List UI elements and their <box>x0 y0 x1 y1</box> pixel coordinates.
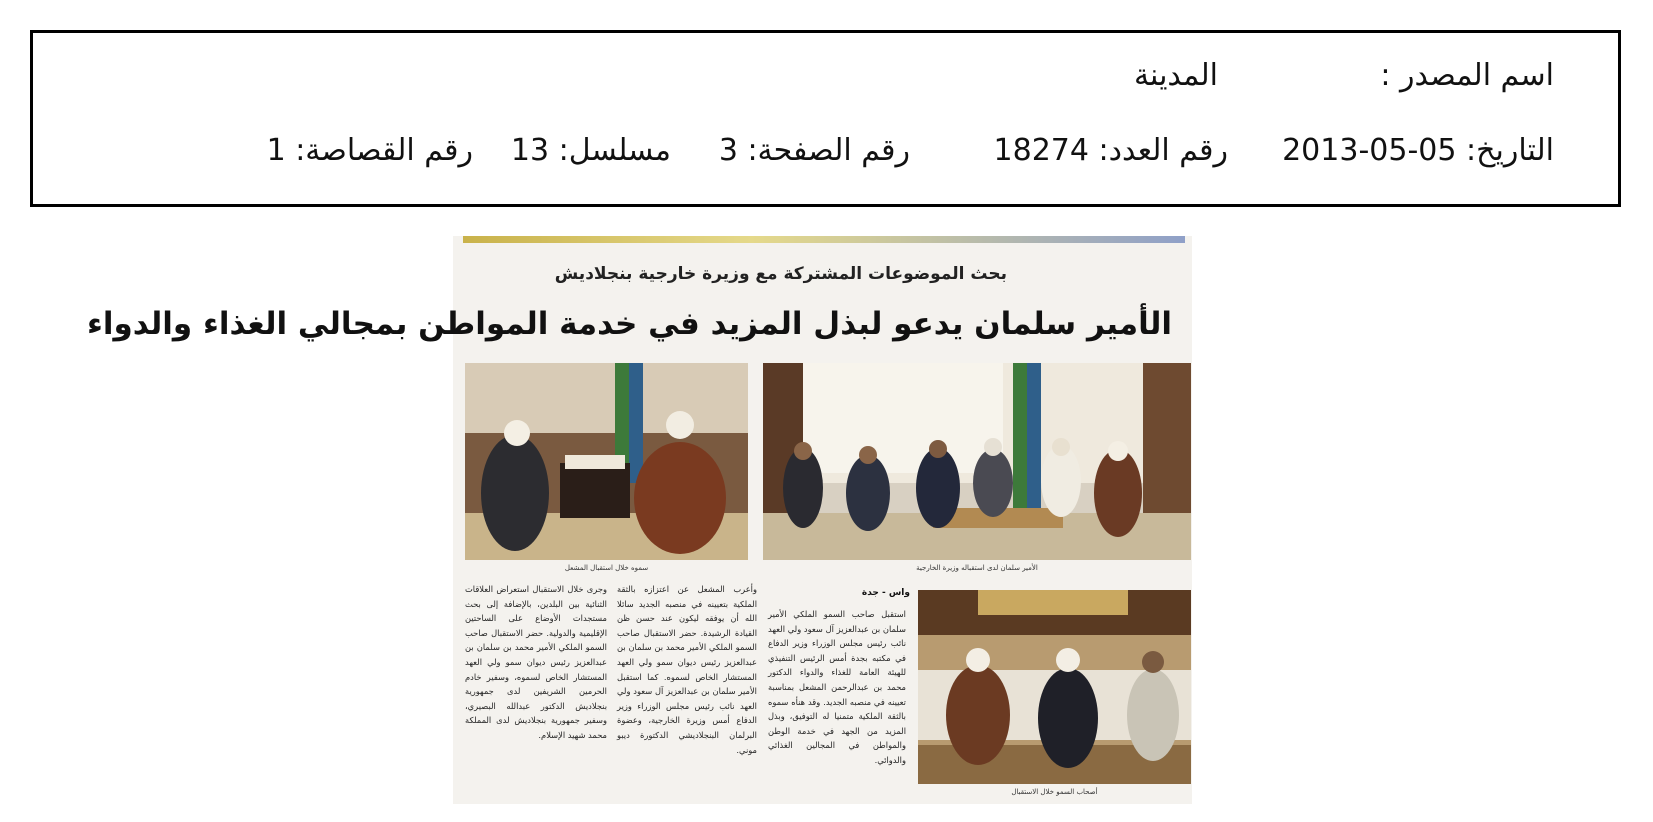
article-column-1: استقبل صاحب السمو الملكي الأمير سلمان بن عبدالعزيز آل سعود ولي العهد نائب رئيس مجلس الوزراء وزير الدفاع في مكتبه بجدة أمس الرئيس التنفيذي للهيئة العامة للغذاء والدواء الدكتور محمد بن عبدالرحمن المشعل بمناسبة تعيينه في منصبه الجديد. وقد هنأه سموه بالثقة الملكية متمنيا له التوفيق، وبذل المزيد من الجهد في خدمة الوطن والمواطن في المجالين الغذائي والدوائي. <box>768 609 906 765</box>
article-column-3: وجرى خلال الاستقبال استعراض العلاقات الثنائية بين البلدين، بالإضافة إلى بحث مستجدات الأوضاع على الساحتين الإقليمية والدولية. حضر الاستقبال صاحب السمو الملكي الأمير محمد بن سلمان بن عبدالعزيز رئيس ديوان سمو ولي العهد المستشار الخاص لسموه، وسفير خادم الحرمين الشريفين لدى جمهورية بنجلاديش الدكتور عبدالله البصيري، وسفير جمهورية بنجلاديش لدى المملكة محمد شهيد الإسلام. <box>465 584 607 740</box>
article-column-2: وأعرب المشعل عن اعتزازه بالثقة الملكية بتعيينه في منصبه الجديد سائلا الله أن يوفقه ليكون عند حسن ظن القيادة الرشيدة. حضر الاستقبال صاحب السمو الملكي الأمير محمد بن سلمان بن عبدالعزيز رئيس ديوان سمو ولي العهد المستشار الخاص لسموه. كما استقبل الأمير سلمان بن عبدالعزيز آل سعود ولي العهد نائب رئيس مجلس الوزراء وزير الدفاع أمس وزيرة الخارجية، وعضوة البرلمان البنجلاديشي الدكتورة ديبو موني. <box>617 584 757 755</box>
photo-caption: سموه خلال استقبال المشعل <box>564 564 649 572</box>
photo-royals-reception <box>918 590 1191 784</box>
decorative-top-bar <box>463 236 1185 243</box>
photo-royals-reception-image <box>918 590 1191 784</box>
photo-meeting-meshal <box>465 363 748 560</box>
serial-number-field: مسلسل: 13 <box>510 133 671 168</box>
clipping-metadata-box <box>30 30 1621 207</box>
newspaper-clipping <box>87 236 1192 804</box>
photo-reception-delegation-image <box>763 363 1191 560</box>
photo-caption: الأمير سلمان لدى استقباله وزيرة الخارجية <box>916 564 1038 572</box>
source-label: اسم المصدر : <box>1380 58 1554 93</box>
photo-meeting-meshal-image <box>465 363 748 560</box>
source-value: المدينة <box>1133 58 1218 93</box>
page-number-field: رقم الصفحة: 3 <box>718 133 910 168</box>
date-field: التاريخ: 05-05-2013 <box>1282 133 1554 168</box>
clip-number-field: رقم القصاصة: 1 <box>266 133 473 168</box>
issue-number-field: رقم العدد: 18274 <box>993 133 1228 168</box>
photo-reception-delegation <box>763 363 1191 560</box>
article-headline: الأمير سلمان يدعو لبذل المزيد في خدمة المواطن بمجالي الغذاء والدواء <box>87 306 1172 342</box>
photo-caption: أصحاب السمو خلال الاستقبال <box>1011 788 1098 796</box>
article-kicker: بحث الموضوعات المشتركة مع وزيرة خارجية بنجلاديش <box>554 264 1007 284</box>
article-byline: واس - جدة <box>861 588 910 598</box>
